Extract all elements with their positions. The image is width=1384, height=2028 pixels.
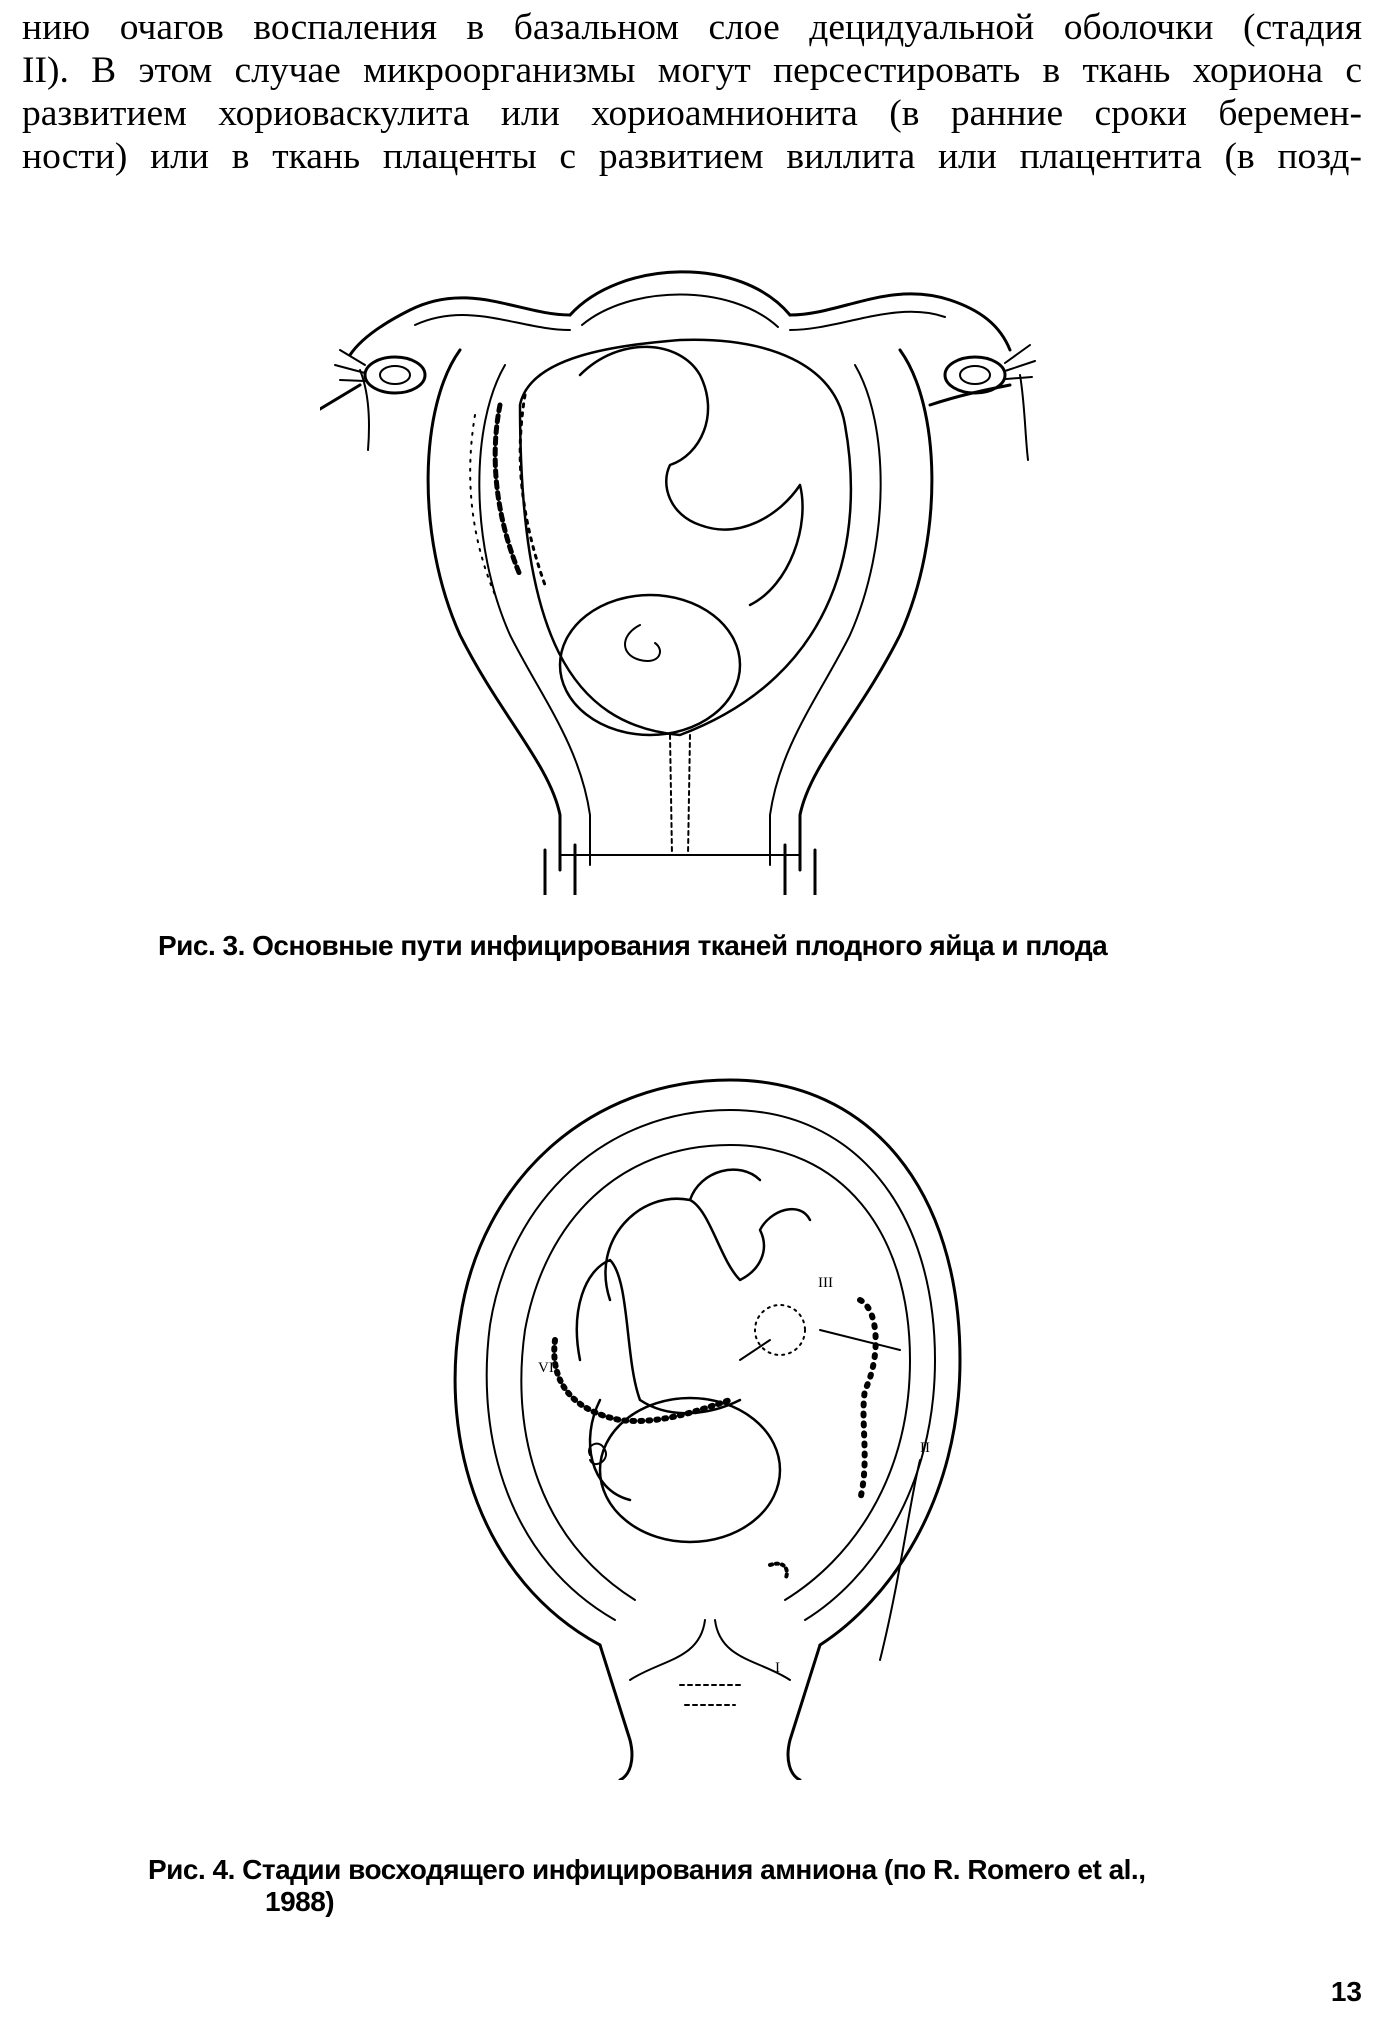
text-line: нию очагов воспаления в базальном слое децидуальной оболочки (стадия [22, 7, 1362, 48]
stage-i-label: I [775, 1660, 780, 1676]
uterus-drawing [320, 255, 1080, 895]
text-line: II). В этом случае микроорганизмы могут персестировать в ткань хориона с [22, 50, 1362, 91]
stage-iii-label: III [818, 1275, 833, 1291]
text-line: ности) или в ткань плаценты с развитием виллита или плацентита (в позд- [22, 136, 1362, 177]
text-line: развитием хориоваскулита или хориоамнионита (в ранние сроки беремен- [22, 93, 1362, 134]
amnion-infection-drawing [440, 1060, 980, 1780]
figure-3-caption: Рис. 3. Основные пути инфицирования тканей плодного яйца и плода [158, 930, 1108, 961]
figure-4-caption-line2: 1988) [265, 1886, 335, 1917]
page-number: 13 [1330, 1976, 1362, 2007]
stage-ii-label: II [920, 1440, 930, 1456]
body-paragraph [22, 6, 1362, 178]
figure-3-uterus-illustration [320, 255, 1080, 895]
figure-4-caption-line1: Рис. 4. Стадии восходящего инфицирования амниона (по R. Romero et al., [148, 1854, 1146, 1885]
figure-4-stages-illustration [440, 1060, 980, 1780]
stage-vi-label: VI [538, 1360, 554, 1376]
figure-4-caption [148, 1854, 1145, 1918]
